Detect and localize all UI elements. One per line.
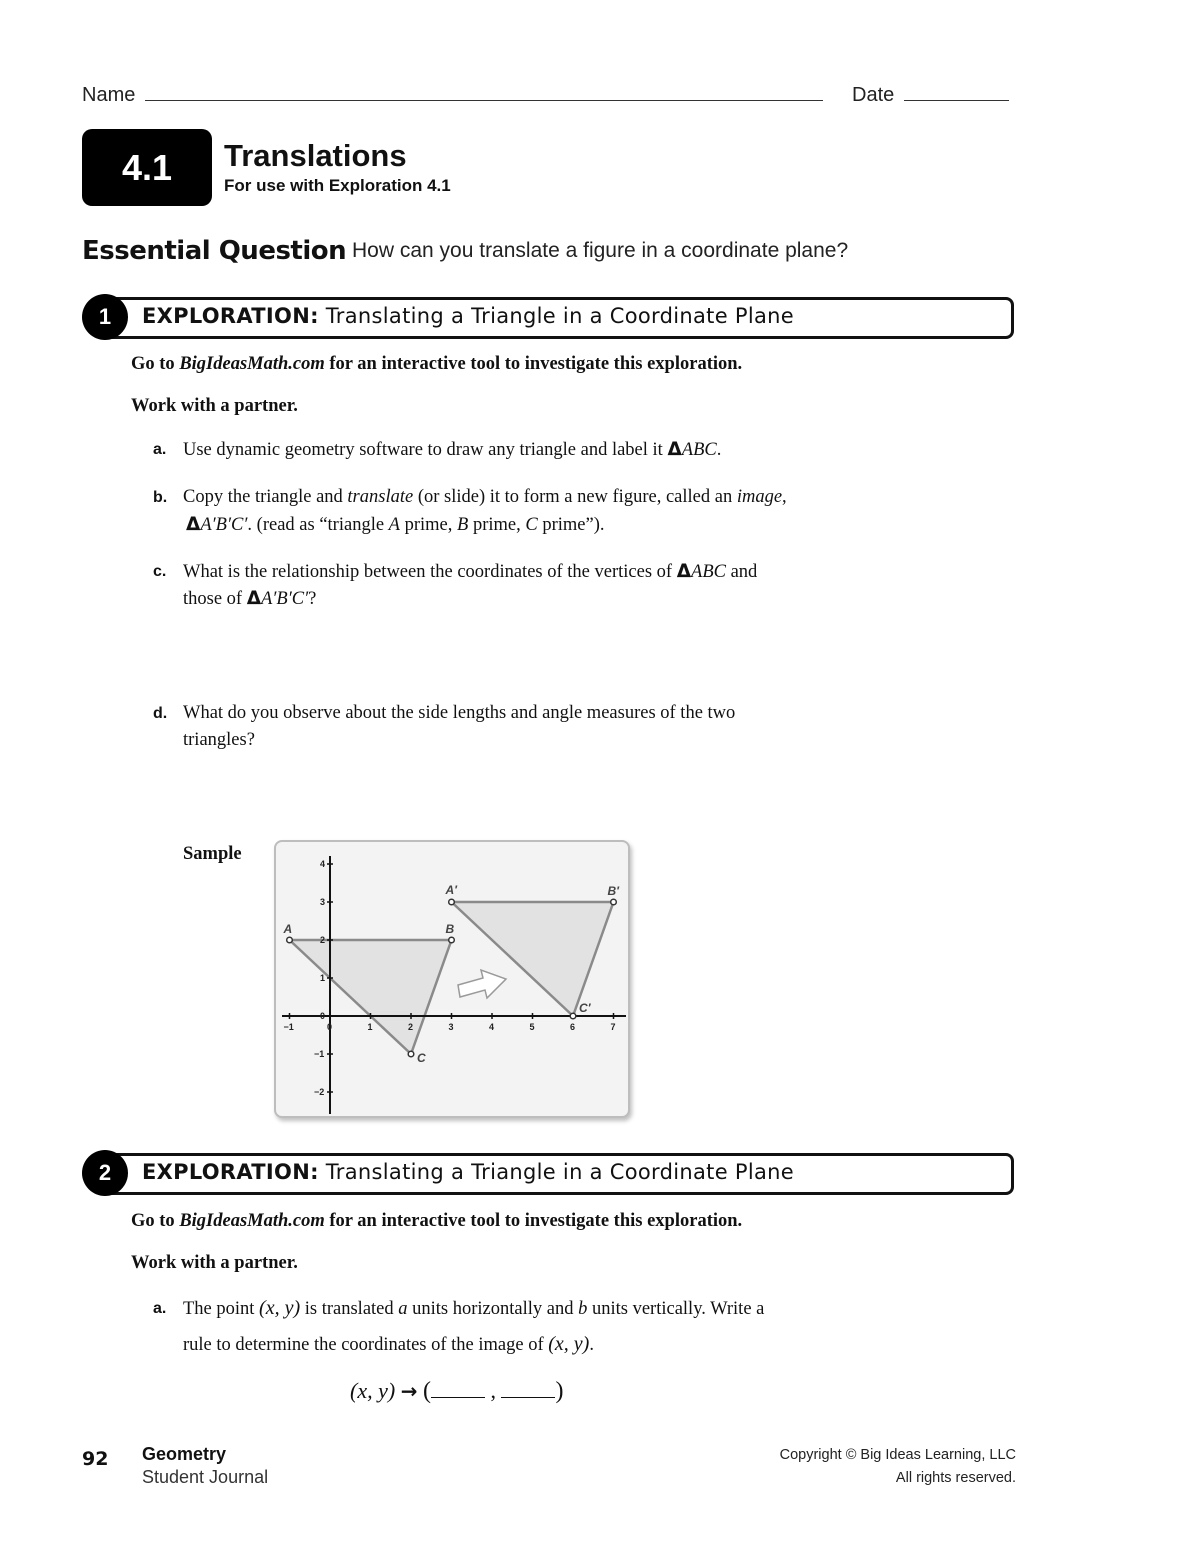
lesson-subtitle: For use with Exploration 4.1: [224, 176, 451, 195]
b-end: ,: [782, 487, 787, 507]
item-1d-line2: triangles?: [183, 730, 255, 750]
item-1d-line1: What do you observe about the side lengths and angle measures of the two: [183, 703, 736, 723]
vertex-label: B′: [607, 884, 620, 898]
x-tick-label: 2: [408, 1022, 414, 1032]
name-field[interactable]: [145, 99, 823, 101]
lesson-number-badge: [82, 129, 212, 206]
b2-p2: prime,: [468, 515, 526, 535]
sample-graph-panel: [274, 840, 630, 1118]
essential-question-label: Essential Question: [82, 236, 347, 266]
item-1b-line1: [183, 487, 787, 508]
y-tick-label: 1: [320, 973, 326, 983]
item-2a-line1: [183, 1297, 764, 1320]
book-title: Geometry: [142, 1444, 227, 1464]
bigideasmath-link-2[interactable]: BigIdeasMath.com: [179, 1211, 325, 1231]
2a-point: (x, y): [259, 1297, 301, 1319]
name-date-line: [82, 84, 1009, 107]
exploration2-number: [82, 1150, 128, 1196]
item-2a-letter: a.: [153, 1300, 167, 1317]
exploration2-number-text: 2: [98, 1160, 112, 1185]
translation-rule: [350, 1378, 563, 1405]
goto-post: for an interactive tool to investigate this exploration.: [324, 354, 743, 374]
x-tick-label: 5: [529, 1022, 535, 1032]
y-tick-label: 0: [320, 1011, 326, 1021]
item-1a-end: .: [716, 440, 722, 460]
triangle-symbol-icon: Δ: [667, 439, 682, 460]
c-end: and: [725, 562, 758, 582]
vertex-label: A: [283, 922, 293, 936]
vertex-label: C′: [579, 1001, 591, 1015]
b-mid: (or slide) it to form a new figure, called an: [413, 487, 737, 507]
2a-a: a: [398, 1299, 408, 1319]
vertex-point: [611, 899, 617, 905]
c-pre: What is the relationship between the coordinates of the vertices of: [183, 562, 677, 582]
item-1b-line2: [186, 514, 604, 536]
2a2-pre: rule to determine the coordinates of the image of: [183, 1335, 549, 1355]
y-tick-label: −1: [314, 1049, 325, 1059]
item-1c-line1: [183, 561, 757, 583]
y-tick-label: −2: [314, 1087, 325, 1097]
item-1a-body: Use dynamic geometry software to draw any triangle and label it: [183, 440, 668, 460]
triangle-abc: ABC: [681, 440, 717, 460]
coordinate-plane-graph: [276, 842, 628, 1116]
translation-arrow-icon: [458, 970, 506, 998]
answer-area-1d[interactable]: [183, 760, 883, 830]
rights-reserved: All rights reserved.: [895, 1470, 1016, 1486]
c-tri2: A′B′C′: [261, 589, 309, 609]
x-tick-label: 6: [570, 1022, 576, 1032]
exploration2-heading: [142, 1160, 794, 1184]
exploration2-goto: [131, 1211, 742, 1232]
rule-blank-y[interactable]: [501, 1396, 555, 1398]
sample-label: Sample: [183, 844, 242, 864]
c2-pre: those of: [183, 589, 247, 609]
lesson-number: 4.1: [121, 146, 173, 188]
vertex-point: [449, 937, 455, 943]
x-tick-label: 0: [327, 1022, 333, 1032]
b2-A: A: [388, 515, 400, 535]
vertex-point: [408, 1051, 414, 1057]
b2-B: B: [457, 515, 469, 535]
triangle-abc-prime: A′B′C′: [200, 515, 248, 535]
exploration1-heading-bold: EXPLORATION:: [142, 304, 319, 328]
bigideasmath-link[interactable]: BigIdeasMath.com: [179, 354, 325, 374]
rule-open: (: [422, 1378, 431, 1404]
b2-C: C: [525, 515, 538, 535]
vertex-point: [287, 937, 293, 943]
vertex-label: B: [445, 922, 455, 936]
vertex-label: C: [417, 1051, 426, 1065]
date-label: Date: [852, 84, 895, 106]
exploration1-heading-text: Translating a Triangle in a Coordinate Plane: [325, 304, 794, 328]
rule-blank-x[interactable]: [431, 1396, 485, 1398]
item-1c-letter: c.: [153, 563, 167, 580]
exploration2-heading-bold: EXPLORATION:: [142, 1160, 319, 1184]
exploration2-partner: Work with a partner.: [131, 1253, 298, 1273]
b2-pre: . (read as “triangle: [247, 515, 389, 535]
item-1d-letter: d.: [153, 705, 168, 722]
item-2a-line2: [183, 1333, 594, 1356]
b-image: image: [736, 487, 783, 507]
lesson-title: Translations: [224, 138, 407, 173]
triangle-abc: [290, 940, 452, 1054]
2a-pre: The point: [183, 1299, 260, 1319]
rule-sep: ,: [490, 1378, 496, 1403]
b2-end: prime”).: [537, 515, 605, 535]
copyright: Copyright © Big Ideas Learning, LLC: [779, 1447, 1016, 1463]
exploration1-number-text: 1: [98, 304, 112, 329]
item-1b-letter: b.: [153, 489, 168, 506]
date-field[interactable]: [904, 99, 1009, 101]
right-arrow-icon: →: [400, 1379, 418, 1403]
2a2-end: .: [589, 1335, 594, 1355]
c2-end: ?: [308, 589, 317, 609]
vertex-point: [449, 899, 455, 905]
2a-mid2: units horizontally and: [407, 1299, 579, 1319]
x-tick-label: 7: [610, 1022, 616, 1032]
exploration1-number: [82, 294, 128, 340]
exploration1-goto: [131, 354, 742, 375]
2a-b: b: [578, 1299, 588, 1319]
b2-p1: prime,: [399, 515, 458, 535]
y-tick-label: 2: [320, 935, 326, 945]
triangle-symbol-icon: Δ: [186, 514, 201, 535]
x-tick-label: 3: [448, 1022, 454, 1032]
rule-lhs: (x, y): [350, 1378, 396, 1403]
vertex-point: [570, 1013, 576, 1019]
2a-end: units vertically. Write a: [587, 1299, 765, 1319]
item-1c-line2: [183, 588, 316, 610]
exploration2-heading-text: Translating a Triangle in a Coordinate Plane: [325, 1160, 794, 1184]
c-tri1: ABC: [691, 562, 726, 582]
b-translate: translate: [347, 487, 414, 507]
exploration1-partner: Work with a partner.: [131, 396, 298, 416]
2a2-point: (x, y): [548, 1333, 590, 1355]
triangle-symbol-icon: Δ: [676, 561, 692, 582]
b-pre: Copy the triangle and: [183, 487, 348, 507]
exploration1-heading: [142, 304, 794, 328]
triangle-symbol-icon: Δ: [246, 588, 262, 609]
book-subtitle: Student Journal: [142, 1467, 269, 1487]
vertex-label: A′: [445, 883, 458, 897]
x-tick-label: 4: [489, 1022, 495, 1032]
rule-close: ): [555, 1378, 564, 1404]
triangle-abc-prime: [452, 902, 614, 1016]
x-tick-label: 1: [367, 1022, 373, 1032]
goto-pre: Go to: [131, 354, 180, 374]
item-1a-text: [183, 439, 721, 461]
goto2-post: for an interactive tool to investigate this exploration.: [324, 1211, 743, 1231]
page-number: 92: [82, 1448, 109, 1470]
y-tick-label: 4: [320, 859, 326, 869]
y-tick-label: 3: [320, 897, 326, 907]
name-label: Name: [82, 84, 136, 106]
x-tick-label: −1: [283, 1022, 294, 1032]
answer-area-1c[interactable]: [183, 620, 883, 695]
2a-mid: is translated: [300, 1299, 399, 1319]
item-1a-letter: a.: [153, 441, 167, 458]
essential-question-text: How can you translate a figure in a coordinate plane?: [352, 239, 849, 262]
goto2-pre: Go to: [131, 1211, 180, 1231]
